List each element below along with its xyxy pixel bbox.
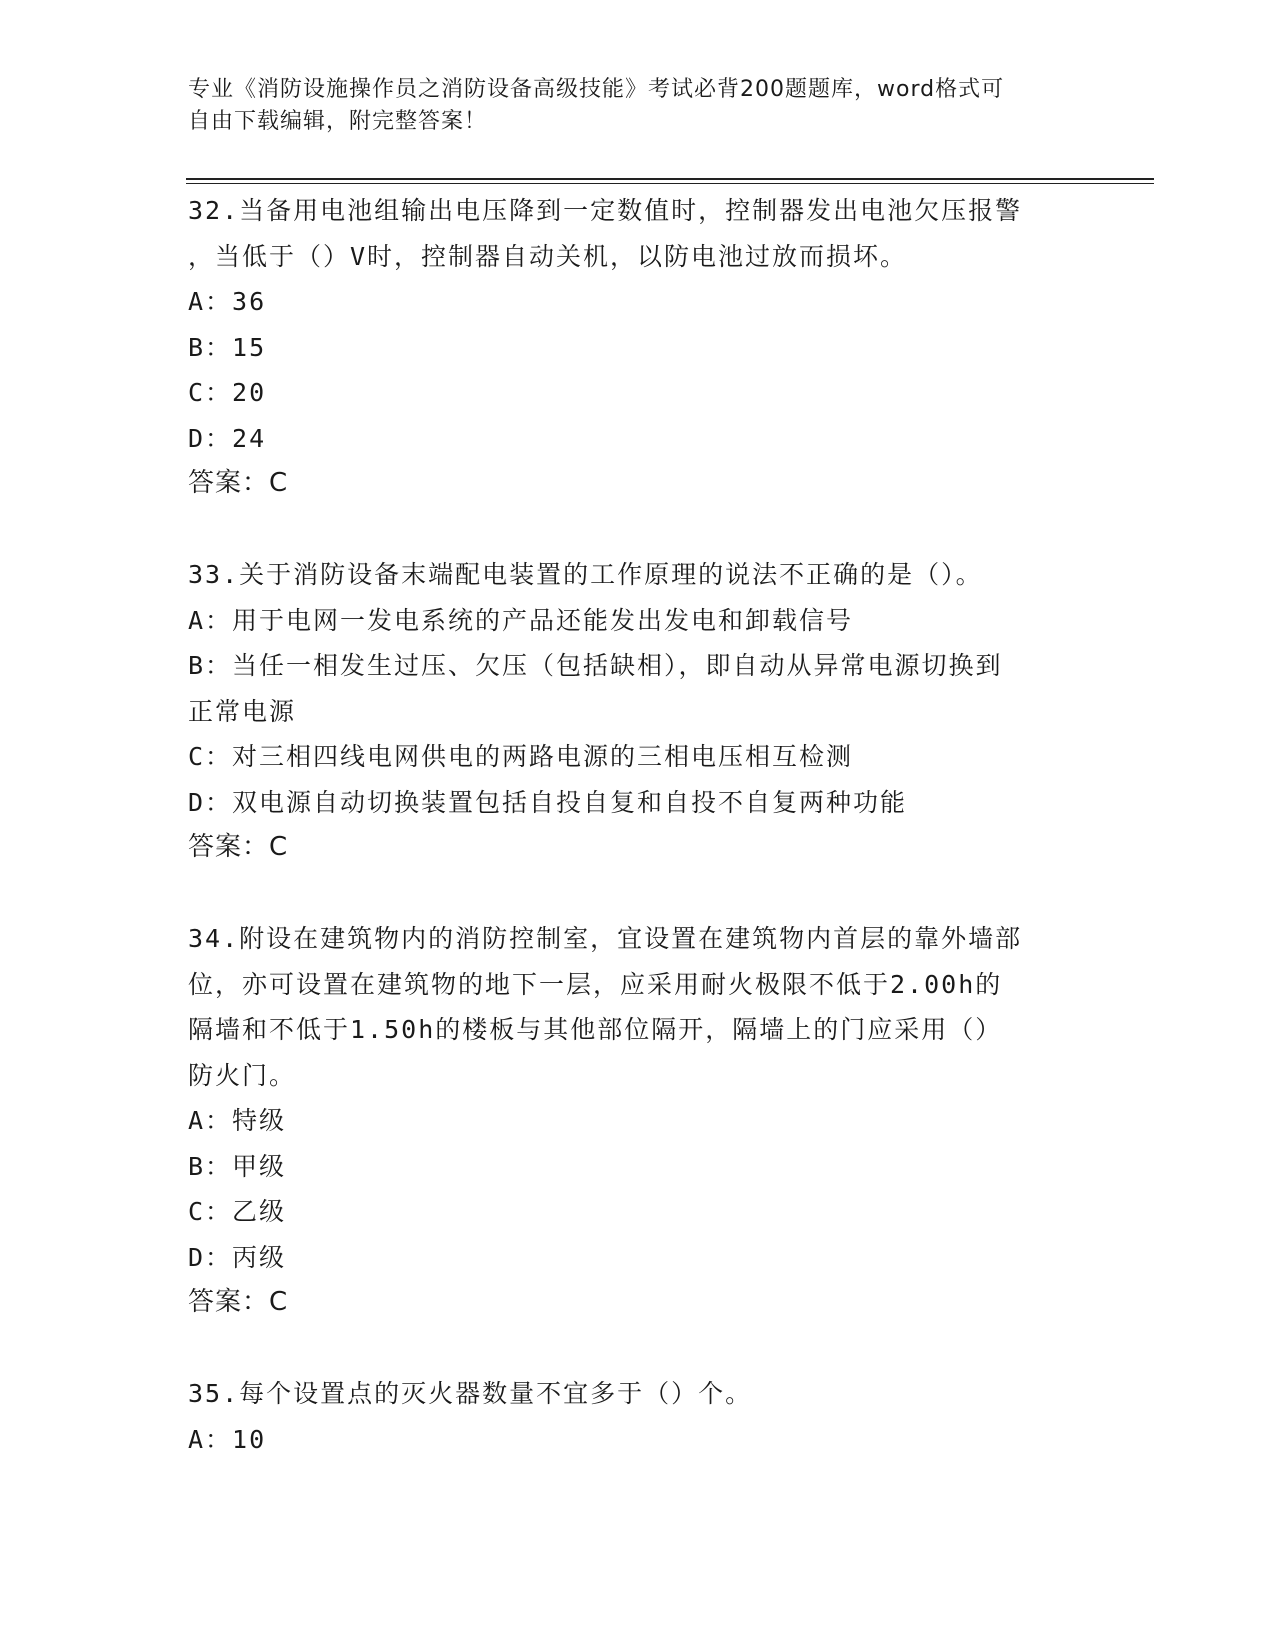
- question-stem-line: 34.附设在建筑物内的消防控制室，宜设置在建筑物内首层的靠外墙部: [188, 924, 1023, 953]
- option-d: D：24: [188, 423, 267, 453]
- question-spacer: [188, 871, 1088, 917]
- option-c: C：乙级: [188, 1197, 287, 1226]
- option-a: A：10: [188, 1424, 267, 1454]
- question-spacer: [188, 1326, 1088, 1372]
- header-line-1: 专业《消防设施操作员之消防设备高级技能》考试必背200题题库，word格式可: [188, 77, 1005, 102]
- answer-line: 答案：C: [188, 1287, 289, 1317]
- question-stem-line: 隔墙和不低于1.50h的楼板与其他部位隔开，隔墙上的门应采用（）: [188, 1015, 1003, 1044]
- option-a: A：用于电网一发电系统的产品还能发出发电和卸载信号: [188, 605, 854, 635]
- option-b-continued: 正常电源: [188, 696, 297, 726]
- option-b: B：15: [188, 332, 267, 362]
- question-35: [188, 1371, 1088, 1462]
- option-d: D：丙级: [188, 1242, 287, 1272]
- option-a: A：36: [188, 287, 267, 316]
- header-line-2: 自由下载编辑，附完整答案！: [188, 109, 488, 134]
- question-32: [188, 188, 1088, 507]
- question-stem-line: 32.当备用电池组输出电压降到一定数值时，控制器发出电池欠压报警: [188, 196, 1023, 225]
- question-stem-line: 防火门。: [188, 1060, 297, 1090]
- question-stem-line: 35.每个设置点的灭火器数量不宜多于（）个。: [188, 1379, 753, 1408]
- header-divider-top: [186, 178, 1154, 180]
- option-c: C：20: [188, 378, 267, 407]
- option-c: C：对三相四线电网供电的两路电源的三相电压相互检测: [188, 742, 854, 771]
- option-a: A：特级: [188, 1106, 287, 1135]
- option-d: D：双电源自动切换装置包括自投自复和自投不自复两种功能: [188, 787, 908, 817]
- document-header: [188, 74, 1068, 138]
- option-b: B：甲级: [188, 1151, 287, 1181]
- question-spacer: [188, 507, 1088, 553]
- option-b: B：当任一相发生过压、欠压（包括缺相），即自动从异常电源切换到: [188, 651, 1003, 680]
- answer-line: 答案：C: [188, 832, 289, 862]
- question-34: [188, 916, 1088, 1326]
- question-stem-line: 位，亦可设置在建筑物的地下一层，应采用耐火极限不低于2.00h的: [188, 969, 1003, 999]
- question-stem-line: 33.关于消防设备末端配电装置的工作原理的说法不正确的是（）。: [188, 560, 983, 589]
- question-list: [188, 188, 1088, 1462]
- question-33: [188, 552, 1088, 871]
- question-stem-line: ，当低于（）V时，控制器自动关机，以防电池过放而损坏。: [188, 241, 908, 271]
- header-divider-bottom: [186, 183, 1154, 184]
- answer-line: 答案：C: [188, 468, 289, 498]
